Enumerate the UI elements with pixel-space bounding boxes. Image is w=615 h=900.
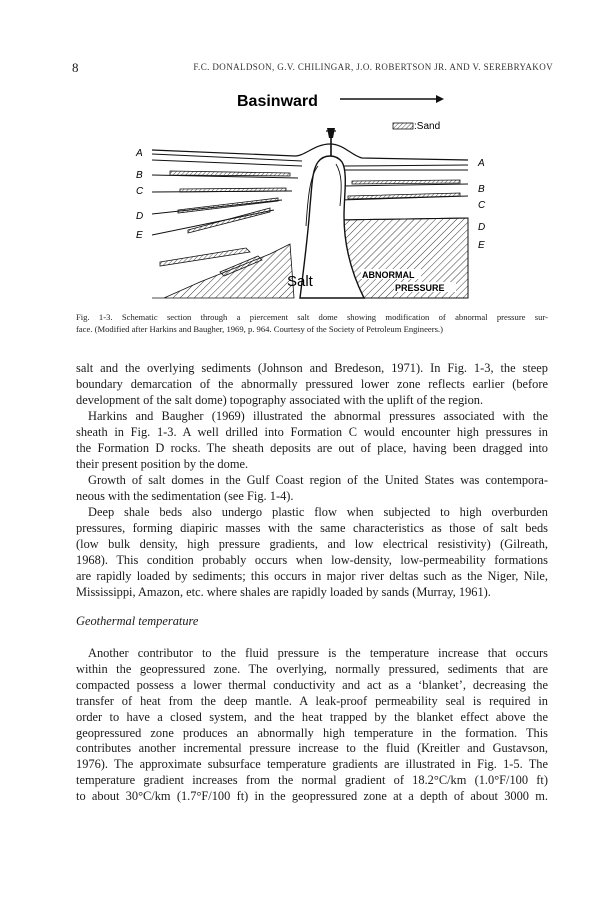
text-line: salt and the overlying sediments (Johnson and Bredeson, 1971). In Fig. 1-3, the steep [76, 361, 548, 375]
text-line: Deep shale beds also undergo plastic flow when subjected to high overburden [88, 505, 548, 519]
right-sand-lenses [348, 180, 460, 199]
right-label-a: A [478, 158, 485, 169]
right-label-b: B [478, 184, 485, 195]
text-line: sheath in Fig. 1-3. A well drilled into Formation C would encounter high pressures in [76, 424, 548, 439]
text-line: are rapidly loaded by sediments; this occurs in major river deltas such as the Niger, Nile, [76, 568, 548, 583]
text-line: their present position by the dome. [76, 456, 249, 471]
left-label-c: C [136, 186, 144, 197]
basinward-arrow [340, 95, 444, 103]
text-line: boundary demarcation of the abnormally pressured lower zone reflects earlier (before [76, 376, 548, 391]
salt-label: Salt [287, 273, 313, 290]
caption-line: face. (Modified after Harkins and Baugher, 1969, p. 964. Courtesy of the Society of Petroleum Engineers.) [76, 323, 443, 334]
paragraph-3 [76, 473, 548, 505]
ground-surface [152, 144, 468, 160]
text-line: Another contributor to the fluid pressure is the temperature increase that occurs [88, 646, 548, 660]
paragraph-1 [76, 361, 548, 409]
section-heading: Geothermal temperature [76, 614, 199, 628]
text-line: temperature gradient increases from the normal gradient of 18.2°C/km (1.0°F/100 ft) [76, 773, 548, 788]
paragraph-2 [76, 409, 548, 473]
sand-legend-label: :Sand [414, 121, 441, 132]
left-label-b: B [136, 170, 143, 181]
figure-salt-dome [130, 86, 490, 308]
text-line: contributes another incremental pressure increase to the fluid (Kreitler and Gustavson, [76, 741, 548, 756]
text-line: Mississippi, Amazon, etc. where shales are rapidly loaded by sands (Murray, 1961). [76, 584, 491, 599]
text-line: 1968). This condition probably occurs when low-density, low-permeability formations [76, 552, 548, 567]
text-line: pressures, forming diapiric masses with the same characteristics as those of salt beds [76, 520, 548, 535]
basinward-label: Basinward [237, 93, 318, 110]
text-line: (low bulk density, high pressure gradients, and low electrical resistivity) (Gilreath, [76, 536, 548, 551]
page-number: 8 [72, 60, 79, 75]
text-line: Growth of salt domes in the Gulf Coast region of the United States was contempora- [88, 473, 548, 487]
running-head-authors: F.C. DONALDSON, G.V. CHILINGAR, J.O. ROBERTSON JR. AND V. SEREBRYAKOV [193, 62, 553, 72]
left-label-a: A [136, 148, 143, 159]
right-label-c: C [478, 200, 486, 211]
paragraph-5 [76, 646, 548, 805]
text-line: development of the salt dome) topography associated with the uplift of the region. [76, 392, 484, 407]
text-line: neous with the sedimentation (see Fig. 1-4). [76, 488, 294, 503]
text-line: the Formation D rocks. The sheath deposits are out of place, having been dragged into [76, 440, 548, 455]
right-label-d: D [478, 222, 486, 233]
running-head [72, 60, 553, 74]
paragraph-4 [76, 505, 548, 600]
text-line: within the geopressured zone. The overlying, normally pressured, sediments that are [76, 661, 548, 676]
text-line: geopressured zone produces an abnormally high temperature in the formation. This [76, 725, 548, 740]
right-strata [336, 165, 468, 220]
text-line: to about 30°C/km (1.7°F/100 ft) in the geopressured zone at a depth of about 3000 m. [76, 789, 548, 804]
sand-legend-swatch [393, 123, 413, 129]
pressure-label: PRESSURE [395, 283, 445, 293]
text-line: compacted possess a lower thermal conductivity and act as a ‘blanket’, decreasing the [76, 677, 548, 692]
figure-caption [76, 312, 548, 335]
text-line: Harkins and Baugher (1969) illustrated the abnormal pressures associated with the [88, 409, 548, 423]
text-line: transfer of heat from the deep mantle. A leak-proof permeability seal is required in [76, 693, 548, 708]
abnormal-label: ABNORMAL [362, 270, 415, 280]
left-label-d: D [136, 211, 144, 222]
left-label-e: E [136, 230, 143, 241]
right-label-e: E [478, 240, 485, 251]
text-line: 1976). The approximate subsurface temperature gradients are illustrated in Fig. 1-5. The [76, 757, 548, 772]
text-line: order to have a closed system, and the heat trapped by the blanket effect above the [76, 709, 548, 724]
caption-line: Fig. 1-3. Schematic section through a piercement salt dome showing modification of abnormal pressure sur- [76, 312, 548, 322]
